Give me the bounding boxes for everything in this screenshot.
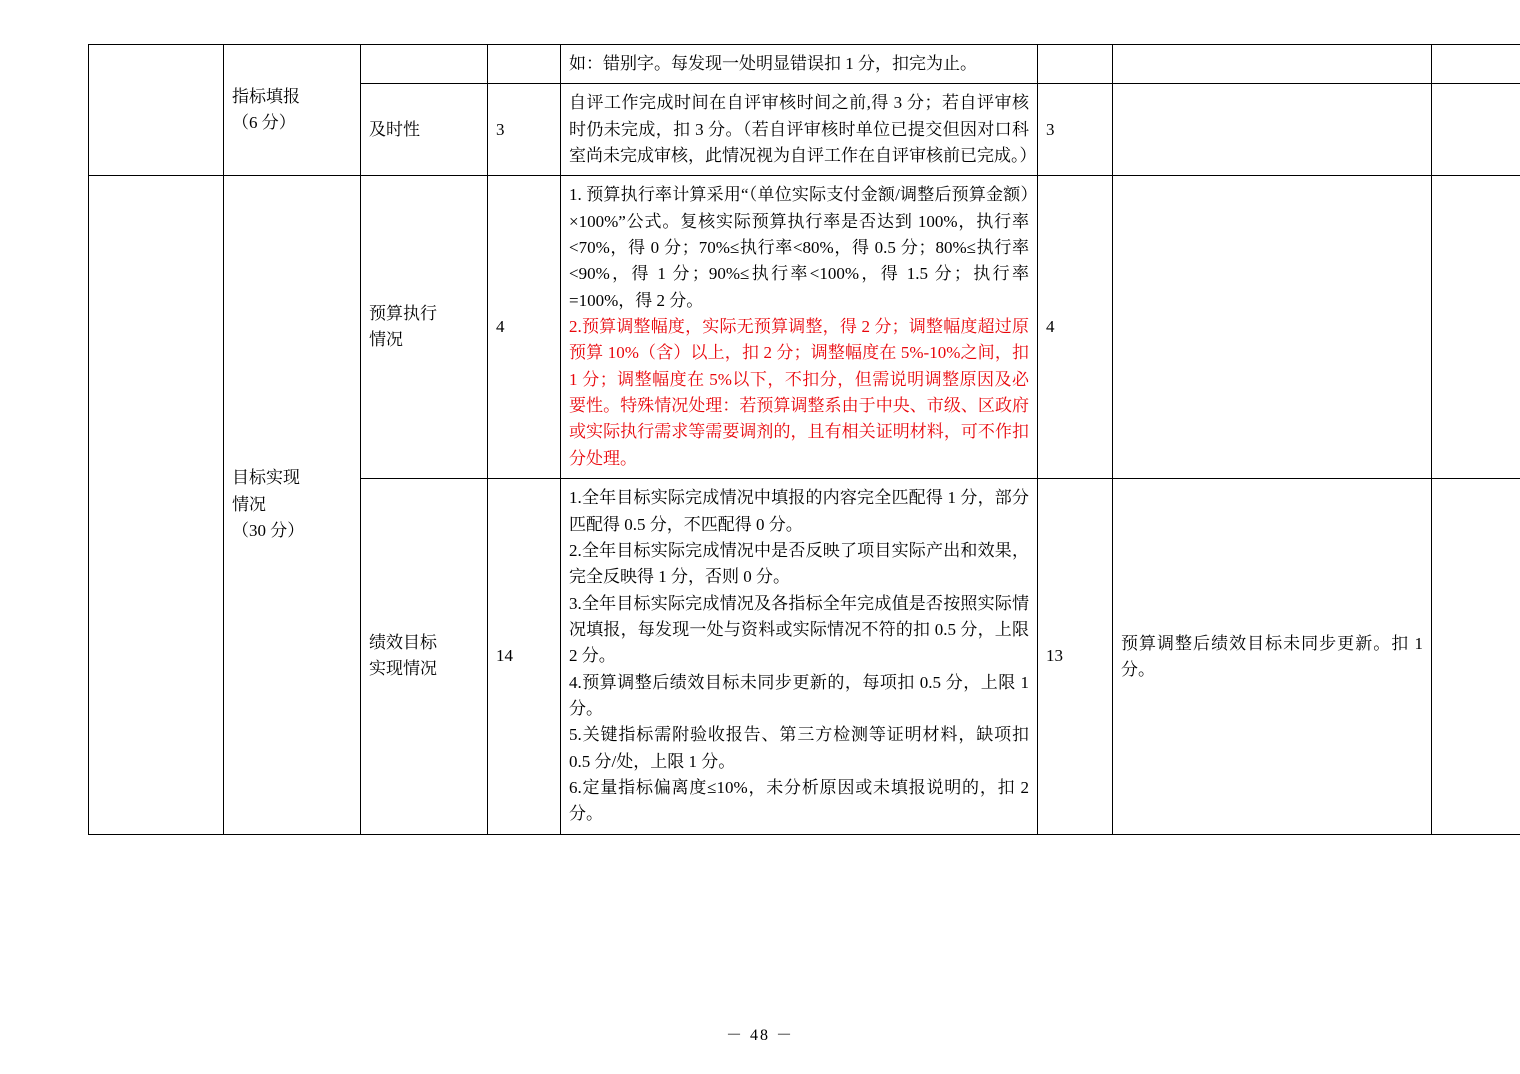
score-cell: 3	[488, 84, 561, 176]
page-number: － 48 －	[725, 1027, 794, 1044]
content-paragraph-3: 3.全年目标实际完成情况及各指标全年完成值是否按照实际情况填报，每发现一处与资料或实际情况不符的扣 0.5 分，上限 2 分。	[569, 593, 1029, 666]
dimension-secondary-label-line2: 情况	[232, 494, 266, 514]
content-paragraph: 如：错别字。每发现一处明显错误扣 1 分，扣完为止。	[569, 54, 977, 73]
dimension-third-cell	[361, 479, 488, 834]
dimension-third-label-line1: 预算执行	[369, 303, 437, 323]
dimension-secondary-cell	[224, 176, 361, 834]
content-paragraph-2: 2.全年目标实际完成情况中是否反映了项目实际产出和效果，完全反映得 1 分，否则 0 分。	[569, 540, 1029, 587]
dimension-primary-cell	[89, 176, 224, 834]
dimension-third-label-line1: 绩效目标	[369, 633, 437, 653]
dimension-third-cell	[361, 176, 488, 479]
dimension-secondary-cell	[224, 45, 361, 176]
reason-cell	[1113, 84, 1432, 176]
content-paragraph: 自评工作完成时间在自评审核时间之前,得 3 分；若自评审核时仍未完成，扣 3 分。（若自评审核时单位已提交但因对口科室尚未完成审核，此情况视为自评工作在自评审核前已完成。）	[569, 93, 1037, 166]
dimension-primary-cell	[89, 45, 224, 176]
dimension-third-cell: 及时性	[361, 84, 488, 176]
score-cell	[488, 45, 561, 84]
evaluation-table	[88, 44, 1520, 835]
dimension-third-cell	[361, 45, 488, 84]
self-score-cell	[1038, 45, 1113, 84]
reason-cell	[1113, 176, 1432, 479]
table-row	[89, 45, 1520, 84]
self-score-cell: 13	[1038, 479, 1113, 834]
dimension-third-label-line2: 实现情况	[369, 659, 437, 679]
dimension-secondary-label-line2: （6 分）	[232, 113, 296, 133]
content-cell	[561, 176, 1038, 479]
content-paragraph-1: 1.全年目标实际完成情况中填报的内容完全匹配得 1 分，部分匹配得 0.5 分，不匹配得 0 分。	[569, 488, 1029, 534]
dimension-secondary-label-line1: 目标实现	[232, 468, 300, 488]
remark-cell	[1432, 84, 1520, 176]
content-paragraph-6: 6.定量指标偏离度≤10%，未分析原因或未填报说明的，扣 2 分。	[569, 777, 1029, 824]
self-score-cell: 3	[1038, 84, 1113, 176]
reason-cell	[1113, 479, 1432, 834]
content-paragraph-4: 4.预算调整后绩效目标未同步更新的，每项扣 0.5 分，上限 1 分。	[569, 672, 1029, 718]
content-cell	[561, 45, 1038, 84]
content-cell	[561, 84, 1038, 176]
content-paragraph-red: 2.预算调整幅度，实际无预算调整，得 2 分；调整幅度超过原预算 10%（含）以上，扣 2 分；调整幅度在 5%-10%之间，扣 1 分；调整幅度在 5%以下，不扣分，但需说明调整原因及必要性。特殊情况处理：若预算调整系由于中央、市级、区政府或实际执行需求等需要调剂的，且有相关证明材料，可不作扣分处理。	[569, 317, 1029, 468]
score-cell: 14	[488, 479, 561, 834]
score-cell: 4	[488, 176, 561, 479]
reason-cell	[1113, 45, 1432, 84]
remark-cell	[1432, 479, 1520, 834]
table-row	[89, 176, 1520, 479]
self-score-cell: 4	[1038, 176, 1113, 479]
remark-cell	[1432, 45, 1520, 84]
content-cell	[561, 479, 1038, 834]
remark-cell	[1432, 176, 1520, 479]
dimension-secondary-label-line3: （30 分）	[232, 521, 305, 541]
content-paragraph-black: 1. 预算执行率计算采用“（单位实际支付金额/调整后预算金额）×100%”公式。复核实际预算执行率是否达到 100%，执行率<70%，得 0 分；70%≤执行率<80%，得 0.5 分；80%≤执行率<90%，得 1 分；90%≤执行率<100%，得 1.5 分；执行率=100%，得 2 分。	[569, 185, 1029, 310]
reason-text: 预算调整后绩效目标未同步更新。扣 1 分。	[1121, 634, 1423, 680]
content-paragraph-5: 5.关键指标需附验收报告、第三方检测等证明材料，缺项扣 0.5 分/处，上限 1 分。	[569, 725, 1029, 771]
dimension-third-label-line2: 情况	[369, 330, 403, 350]
dimension-secondary-label-line1: 指标填报	[232, 86, 300, 106]
